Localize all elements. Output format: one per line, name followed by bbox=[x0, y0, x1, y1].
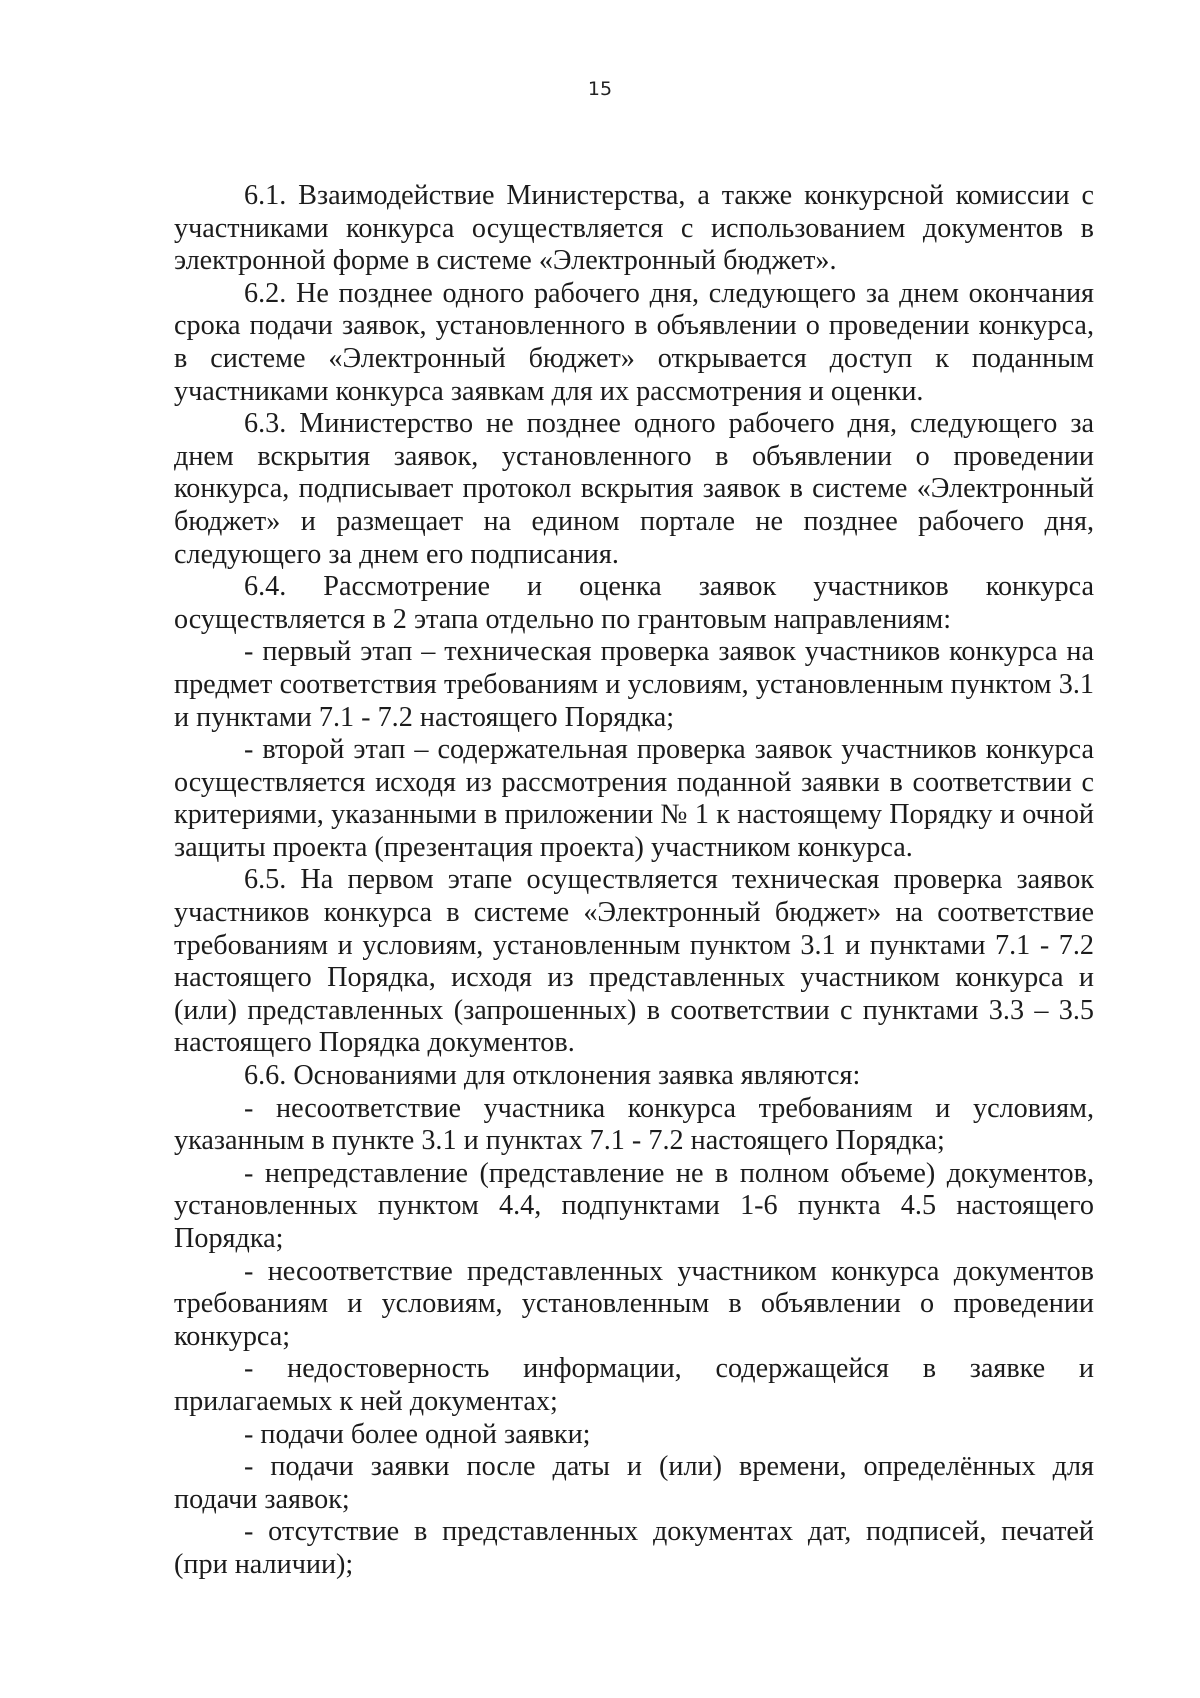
paragraph-6-6: 6.6. Основаниями для отклонения заявка являются: bbox=[244, 1060, 861, 1092]
paragraph-6-1: 6.1. Взаимодействие Министерства, а также конкурсной комиссии с участниками конкурса осуществляется с использованием документов в электронной форме в системе «Электронный бюджет». bbox=[174, 180, 1094, 277]
list-item-rejection-4: - недостоверность информации, содержащейся в заявке и прилагаемых к ней документах; bbox=[174, 1353, 1094, 1417]
list-item-rejection-7: - отсутствие в представленных документах дат, подписей, печатей (при наличии); bbox=[174, 1516, 1094, 1580]
list-item-rejection-5: - подачи более одной заявки; bbox=[244, 1418, 591, 1450]
document-body bbox=[174, 180, 1094, 1582]
list-item-rejection-2: - непредставление (представление не в полном объеме) документов, установленных пунктом 4.4, подпунктами 1-6 пункта 4.5 настоящего Порядка; bbox=[174, 1157, 1094, 1254]
paragraph-6-4: 6.4. Рассмотрение и оценка заявок участников конкурса осуществляется в 2 этапа отдельно по грантовым направлениям: bbox=[174, 571, 1094, 635]
paragraph-6-5: 6.5. На первом этапе осуществляется техническая проверка заявок участников конкурса в системе «Электронный бюджет» на соответствие требованиям и условиям, установленным пунктом 3.1 и пунктами 7.1 - 7.2 настоящего Порядка, исходя из представленных участником конкурса и (или) представленных (запрошенных) в соответствии с пунктами 3.3 – 3.5 настоящего Порядка документов. bbox=[174, 864, 1094, 1059]
list-item-rejection-1: - несоответствие участника конкурса требованиям и условиям, указанным в пункте 3.1 и пунктах 7.1 - 7.2 настоящего Порядка; bbox=[174, 1092, 1094, 1157]
list-item-rejection-3: - несоответствие представленных участником конкурса документов требованиям и условиям, установленным в объявлении о проведении конкурса; bbox=[174, 1255, 1094, 1352]
paragraph-6-2: 6.2. Не позднее одного рабочего дня, следующего за днем окончания срока подачи заявок, установленного в объявлении о проведении конкурса, в системе «Электронный бюджет» открывается доступ к поданным участниками конкурса заявкам для их рассмотрения и оценки. bbox=[174, 277, 1094, 407]
list-item-stage-1: - первый этап – техническая проверка заявок участников конкурса на предмет соответствия требованиям и условиям, установленным пунктом 3.1 и пунктами 7.1 - 7.2 настоящего Порядка; bbox=[174, 636, 1094, 733]
page-number: 15 bbox=[587, 78, 613, 100]
list-item-rejection-6: - подачи заявки после даты и (или) времени, определённых для подачи заявок; bbox=[174, 1451, 1094, 1515]
list-item-stage-2: - второй этап – содержательная проверка заявок участников конкурса осуществляется исходя из рассмотрения поданной заявки в соответствии с критериями, указанными в приложении № 1 к настоящему Порядку и очной защиты проекта (презентация проекта) участником конкурса. bbox=[174, 734, 1094, 863]
paragraph-6-3: 6.3. Министерство не позднее одного рабочего дня, следующего за днем вскрытия заявок, установленного в объявлении о проведении конкурса, подписывает протокол вскрытия заявок в системе «Электронный бюджет» и размещает на едином портале не позднее рабочего дня, следующего за днем его подписания. bbox=[174, 408, 1094, 570]
